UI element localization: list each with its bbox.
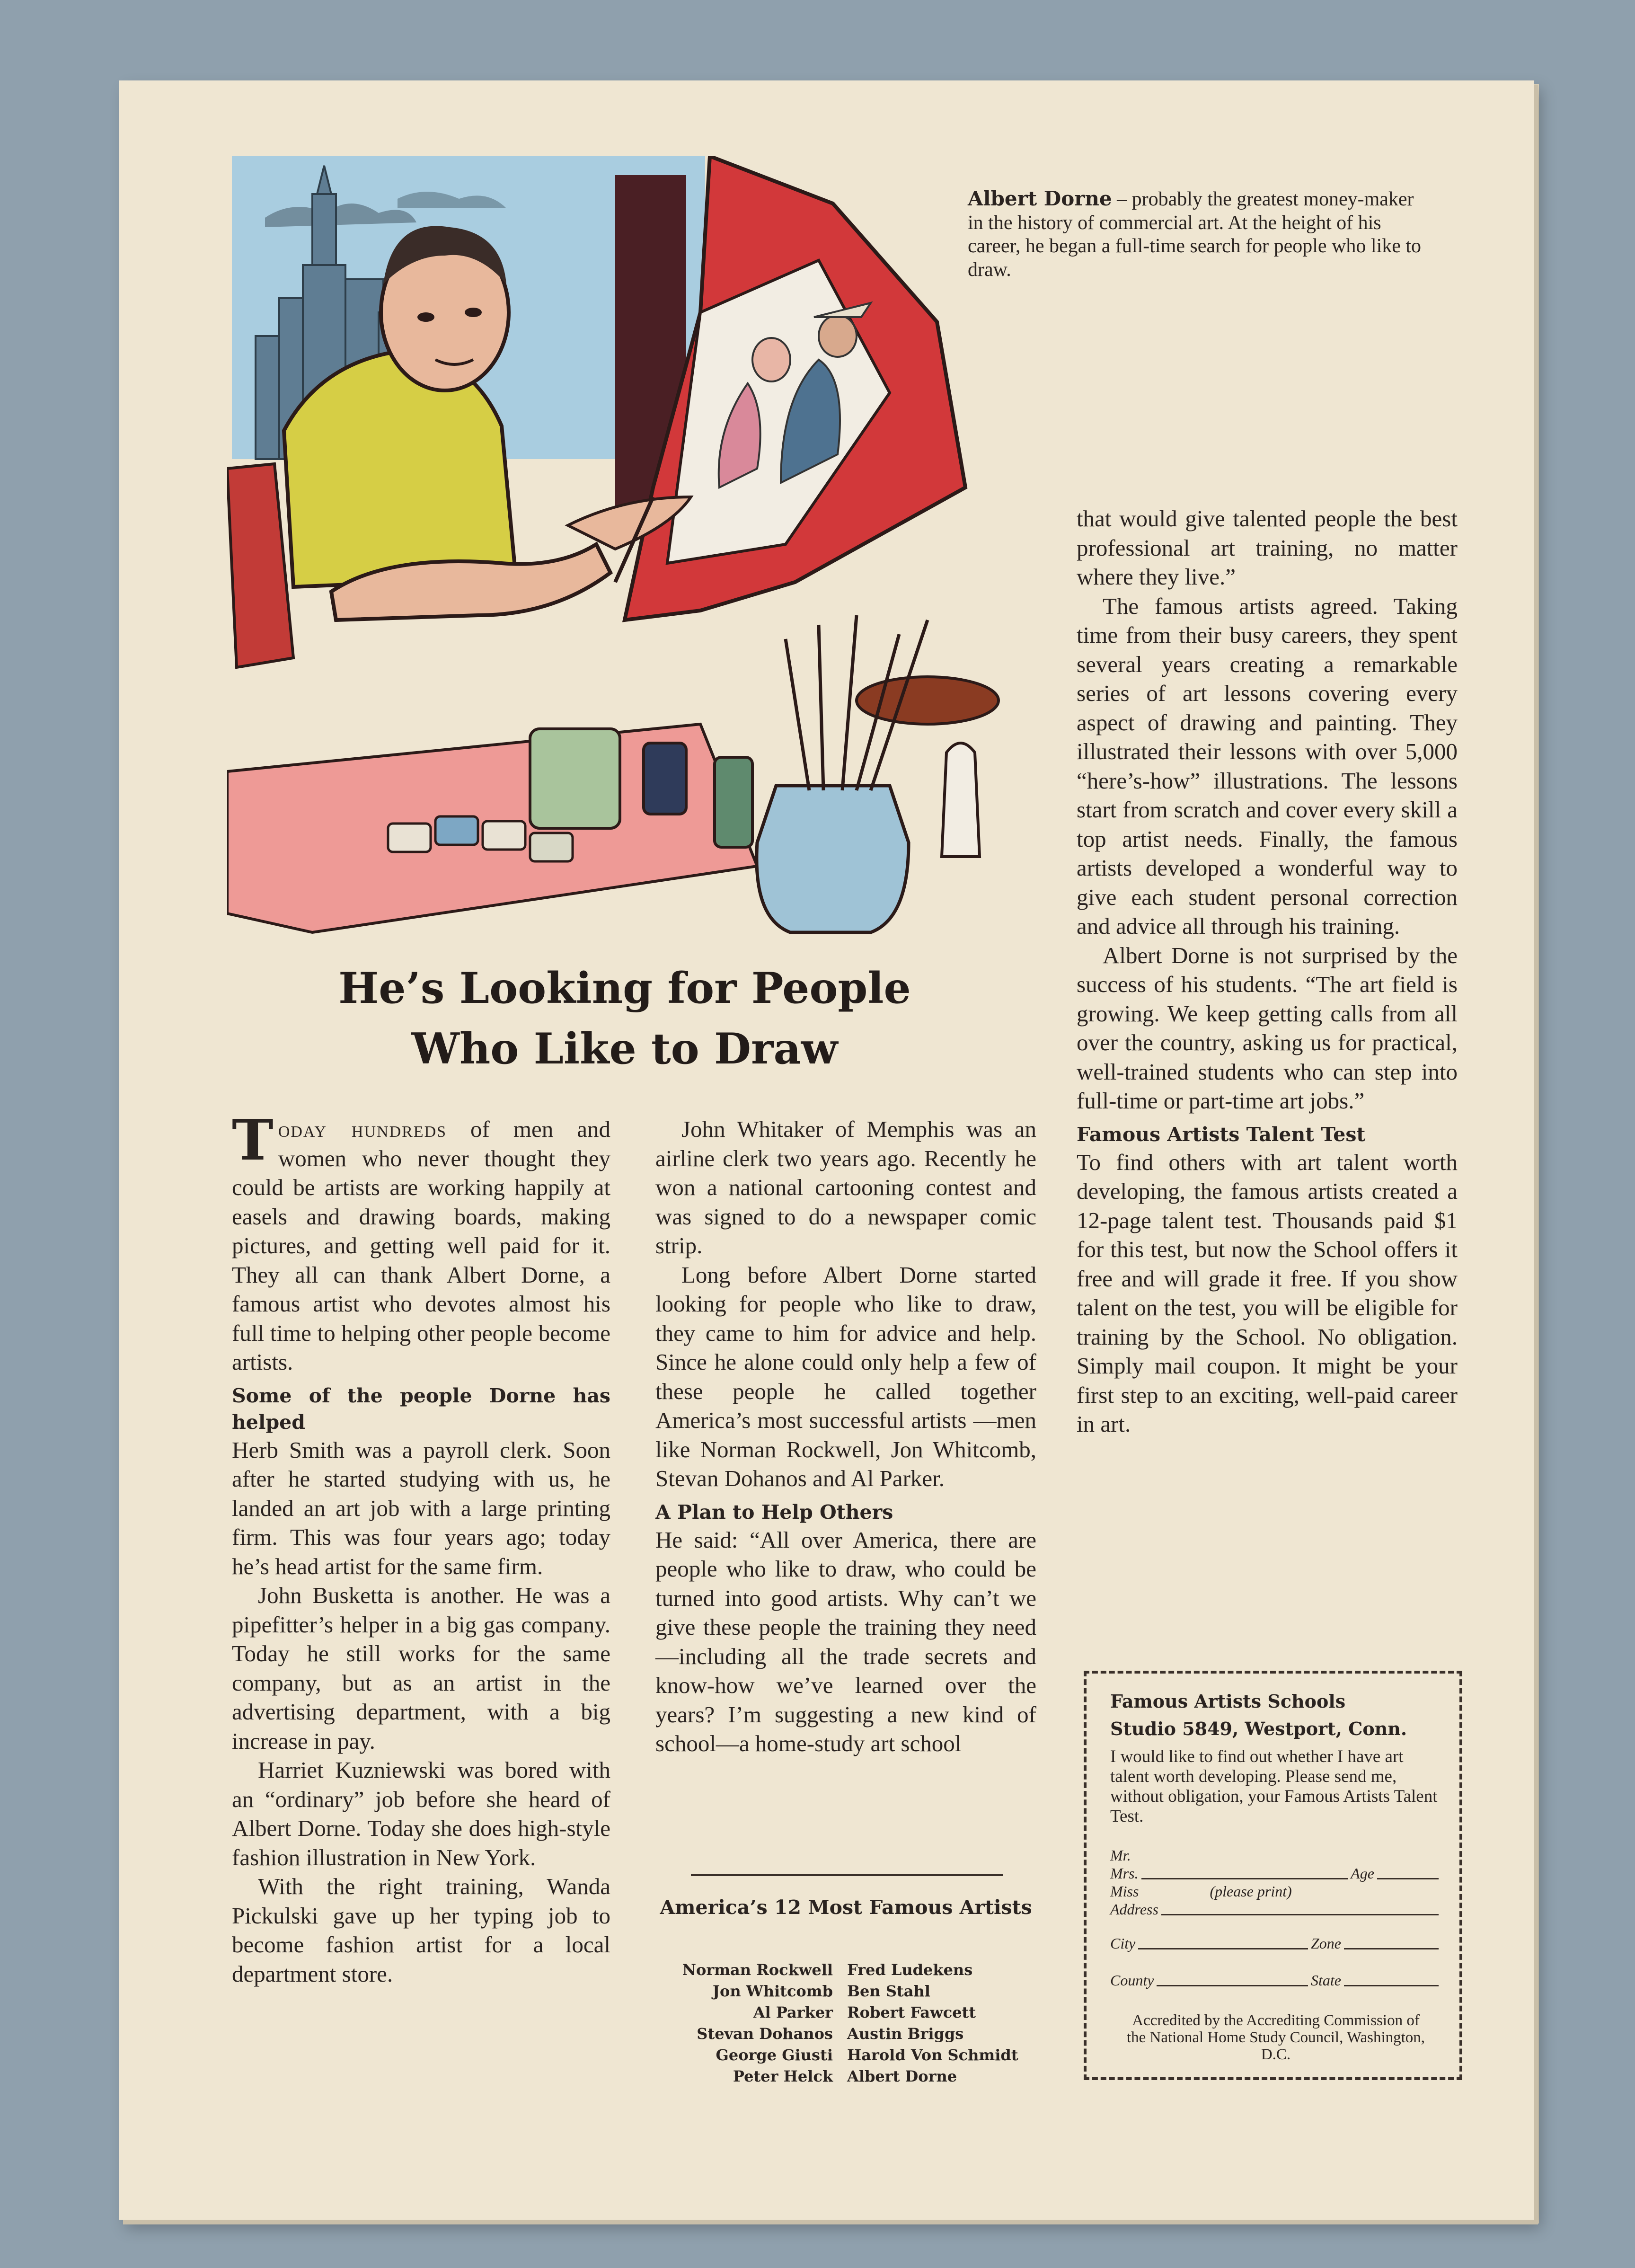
paragraph-not-surprised: Albert Dorne is not surprised by the success of his students. “The art field is growing. We keep getting calls from all over the country, asking us for practical, well-trained students who can step into full-time or part-time art jobs.” [1077,942,1458,1114]
city-line[interactable] [1110,1934,1441,1952]
name-field[interactable] [1141,1878,1348,1879]
zone-field[interactable] [1344,1948,1439,1949]
mrs-line[interactable] [1110,1864,1441,1882]
artists-list [655,1959,1043,2087]
artists-row [655,1959,1043,1981]
artist-name: Robert Fawcett [847,2003,976,2021]
bottle [942,743,980,857]
age-field[interactable] [1377,1878,1439,1879]
miss-line [1110,1882,1441,1900]
column-2 [655,1115,1036,1758]
illustration-artist-at-easel [227,156,1032,937]
intro-smallcaps: oday hundreds [278,1116,447,1142]
artist-name: Jon Whitcomb [712,1982,833,2000]
address-label: Address [1110,1901,1158,1918]
divider-rule [691,1874,1003,1876]
brush-jar [757,615,928,932]
artist-name: Ben Stahl [847,1982,930,2000]
artists-row [655,2023,1043,2045]
mail-coupon[interactable] [1084,1671,1462,2080]
coupon-address [1110,1688,1451,1743]
city-label: City [1110,1935,1136,1952]
coupon-studio: Studio 5849, Westport, Conn. [1110,1718,1407,1739]
paragraph-continued: that would give talented people the best professional art training, no matter where they live.” [1077,505,1458,590]
headline-line1: He’s Looking for People [338,963,911,1013]
county-label: County [1110,1972,1154,1989]
county-field[interactable] [1157,1985,1308,1986]
paragraph-john-whitaker: John Whitaker of Memphis was an airline clerk two years ago. Recently he won a national cartooning contest and was signed to do a newspaper comic strip. [655,1116,1036,1258]
paragraph-wanda: With the right training, Wanda Pickulski gave up her typing job to become fashion artist for a local department store. [232,1873,610,1987]
city-field[interactable] [1138,1948,1308,1949]
artist-name: Harold Von Schmidt [847,2046,1018,2064]
state-field[interactable] [1344,1985,1439,1986]
artists-list-title: America’s 12 Most Famous Artists [660,1896,1032,1919]
subheading-talent-test: Famous Artists Talent Test [1077,1123,1366,1146]
artists-row [655,1981,1043,2002]
mr-line [1110,1846,1441,1864]
drop-cap: T [232,1107,274,1173]
mrs-label: Mrs. [1110,1865,1139,1882]
paragraph-john-busketta: John Busketta is another. He was a pipefitter’s helper in a big gas company. Today he still works for the same company, but as an artist in the advertising department, with a big increase in pay. [232,1582,610,1754]
artist-name: Norman Rockwell [682,1961,833,1979]
headline [246,958,1003,1080]
miss-label: Miss [1110,1883,1139,1900]
column-1 [232,1107,610,1988]
chair [227,464,293,667]
state-label: State [1311,1972,1341,1989]
subheading-plan: A Plan to Help Others [655,1500,893,1524]
caption-name: Albert Dorne [968,187,1112,210]
caption-text: – probably the greatest money-maker in the history of commercial art. At the height of his career, he began a full-time search for people who like to draw. [968,188,1422,281]
artist-name: Peter Helck [733,2067,833,2085]
intro-text: of men and women who never thought they could be artists are working happily at easels and drawing boards, making pictures, and getting well paid for it. They all can thank Albert Dorne, a famous artist who devotes almost his full time to helping other people become artists. [232,1116,610,1375]
artist-name: Stevan Dohanos [697,2025,833,2043]
paragraph-he-said: He said: “All over America, there are people who like to draw, who could be turned into good artists. Why can’t we give these people the training they need—including all the trade secrets and know-how we’ve learned over the years? I’m suggesting a new kind of school—a home-study art school [655,1526,1036,1756]
artists-row [655,2066,1043,2087]
coupon-form [1110,1846,1441,1989]
county-line[interactable] [1110,1971,1441,1989]
zone-label: Zone [1311,1935,1341,1952]
artists-row [655,2045,1043,2066]
intro-paragraph [232,1107,610,1377]
artist-name: Albert Dorne [847,2067,957,2085]
artist-name: Austin Briggs [847,2025,964,2043]
mr-label: Mr. [1110,1847,1131,1864]
headline-line2: Who Like to Draw [411,1023,838,1074]
paragraph-herb-smith: Herb Smith was a payroll clerk. Soon after he started studying with us, he landed an art job with a large printing firm. This was four years ago; today he’s head artist for the same firm. [232,1436,610,1579]
age-label: Age [1351,1865,1374,1882]
subheading-people-helped: Some of the people Dorne has helped [232,1384,610,1434]
please-print-hint: (please print) [1210,1883,1292,1900]
paragraph-talent-test: To find others with art talent worth developing, the famous artists created a 12-page talent test. Thousands paid $1 for this test, but now the School offers it free and will grade it free. If you show talent on the test, you will be eligible for training by the School. No obligation. Simply mail coupon. It might be your first step to an exciting, well-paid career in art. [1077,1149,1458,1437]
accreditation-note: Accredited by the Accrediting Commission of the National Home Study Council, Washington, D.C. [1126,2012,1425,2063]
illustration-caption [968,187,1422,282]
paragraph-harriet: Harriet Kuzniewski was bored with an “ordinary” job before she heard of Albert Dorne. Today she does high-style fashion illustration in New York. [232,1757,610,1870]
artist-name: Fred Ludekens [847,1961,973,1979]
address-field[interactable] [1161,1914,1439,1915]
artist-name: Al Parker [753,2003,833,2021]
coupon-request-text: I would like to find out whether I have art talent worth developing. Please send me, without obligation, your Famous Artists Talent Test. [1110,1747,1438,1826]
artist-name: George Giusti [716,2046,833,2064]
column-3 [1077,504,1458,1439]
paragraph-artists-agreed: The famous artists agreed. Taking time from their busy careers, they spent several years creating a remarkable series of art lessons covering every aspect of drawing and painting. They illustrated their lessons with over 5,000 “here’s-how” illustrations. The lessons start from scratch and cover every skill a top artist needs. Finally, the famous artists developed a wonderful way to give each student personal correction and advice all through his training. [1077,593,1458,939]
paragraph-long-before: Long before Albert Dorne started looking for people who like to draw, they came to him for advice and help. Since he alone could only help a few of these people he called together America’s most successful artists —men like Norman Rockwell, Jon Whitcomb, Stevan Dohanos and Al Parker. [655,1261,1036,1491]
artists-row [655,2002,1043,2023]
coupon-school-name: Famous Artists Schools [1110,1691,1346,1712]
address-line[interactable] [1110,1900,1441,1918]
